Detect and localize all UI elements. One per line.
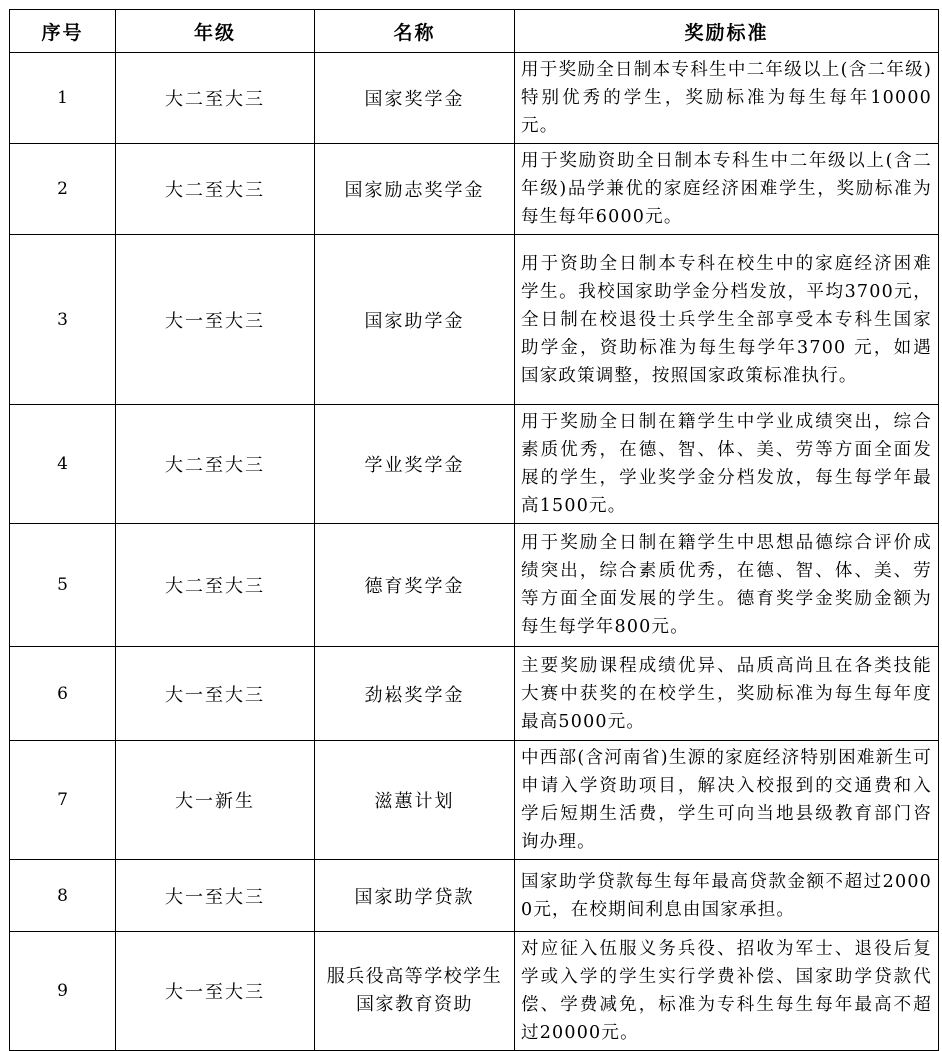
row-grade: 大二至大三 [116, 524, 315, 647]
row-grade: 大二至大三 [116, 53, 315, 144]
table-row [10, 524, 939, 647]
row-standard: 用于奖励全日制在籍学生中思想品德综合评价成绩突出，综合素质优秀，在德、智、体、美、劳等方面全面发展的学生。德育奖学金奖励金额为每生每学年800元。 [515, 524, 939, 647]
scholarship-table [9, 9, 939, 1051]
row-grade: 大一至大三 [116, 932, 315, 1051]
table-row [10, 235, 939, 405]
row-standard: 中西部(含河南省)生源的家庭经济特别困难新生可申请入学资助项目，解决入校报到的交通费和入学后短期生活费，学生可向当地县级教育部门咨询办理。 [515, 741, 939, 860]
row-index: 9 [10, 932, 116, 1051]
header-standard: 奖励标准 [515, 10, 939, 53]
row-standard: 主要奖励课程成绩优异、品质高尚且在各类技能大赛中获奖的在校学生，奖励标准为每生每年度最高5000元。 [515, 647, 939, 741]
row-standard: 对应征入伍服义务兵役、招收为军士、退役后复学或入学的学生实行学费补偿、国家助学贷款代偿、学费减免，标准为专科生每生每年最高不超过20000元。 [515, 932, 939, 1051]
table-row [10, 647, 939, 741]
row-standard: 用于奖励全日制在籍学生中学业成绩突出，综合素质优秀，在德、智、体、美、劳等方面全面发展的学生，学业奖学金分档发放，每生每学年最高1500元。 [515, 405, 939, 524]
row-name: 劲崧奖学金 [315, 647, 515, 741]
row-index: 6 [10, 647, 116, 741]
header-grade: 年级 [116, 10, 315, 53]
row-grade: 大一至大三 [116, 235, 315, 405]
row-name: 国家励志奖学金 [315, 144, 515, 235]
row-index: 4 [10, 405, 116, 524]
row-standard: 用于资助全日制本专科在校生中的家庭经济困难学生。我校国家助学金分档发放，平均3700元，全日制在校退役士兵学生全部享受本专科生国家助学金，资助标准为每生每学年3700 元，如遇国家政策调整，按照国家政策标准执行。 [515, 235, 939, 405]
row-index: 2 [10, 144, 116, 235]
row-name: 学业奖学金 [315, 405, 515, 524]
row-grade: 大二至大三 [116, 144, 315, 235]
scholarship-table-container [9, 9, 938, 1051]
row-index: 7 [10, 741, 116, 860]
row-grade: 大一新生 [116, 741, 315, 860]
table-row [10, 144, 939, 235]
table-row [10, 860, 939, 932]
table-row [10, 932, 939, 1051]
table-row [10, 53, 939, 144]
row-name: 国家助学贷款 [315, 860, 515, 932]
row-standard: 用于奖励资助全日制本专科生中二年级以上(含二年级)品学兼优的家庭经济困难学生，奖励标准为每生每年6000元。 [515, 144, 939, 235]
row-name: 德育奖学金 [315, 524, 515, 647]
row-name: 滋蕙计划 [315, 741, 515, 860]
table-row [10, 405, 939, 524]
row-grade: 大一至大三 [116, 860, 315, 932]
row-standard: 国家助学贷款每生每年最高贷款金额不超过20000元，在校期间利息由国家承担。 [515, 860, 939, 932]
table-header-row [10, 10, 939, 53]
header-name: 名称 [315, 10, 515, 53]
row-standard: 用于奖励全日制本专科生中二年级以上(含二年级)特别优秀的学生，奖励标准为每生每年10000元。 [515, 53, 939, 144]
row-index: 3 [10, 235, 116, 405]
row-name: 服兵役高等学校学生国家教育资助 [315, 932, 515, 1051]
row-name: 国家助学金 [315, 235, 515, 405]
row-index: 1 [10, 53, 116, 144]
row-name: 国家奖学金 [315, 53, 515, 144]
row-grade: 大一至大三 [116, 647, 315, 741]
row-grade: 大二至大三 [116, 405, 315, 524]
row-index: 5 [10, 524, 116, 647]
table-row [10, 741, 939, 860]
header-index: 序号 [10, 10, 116, 53]
row-index: 8 [10, 860, 116, 932]
